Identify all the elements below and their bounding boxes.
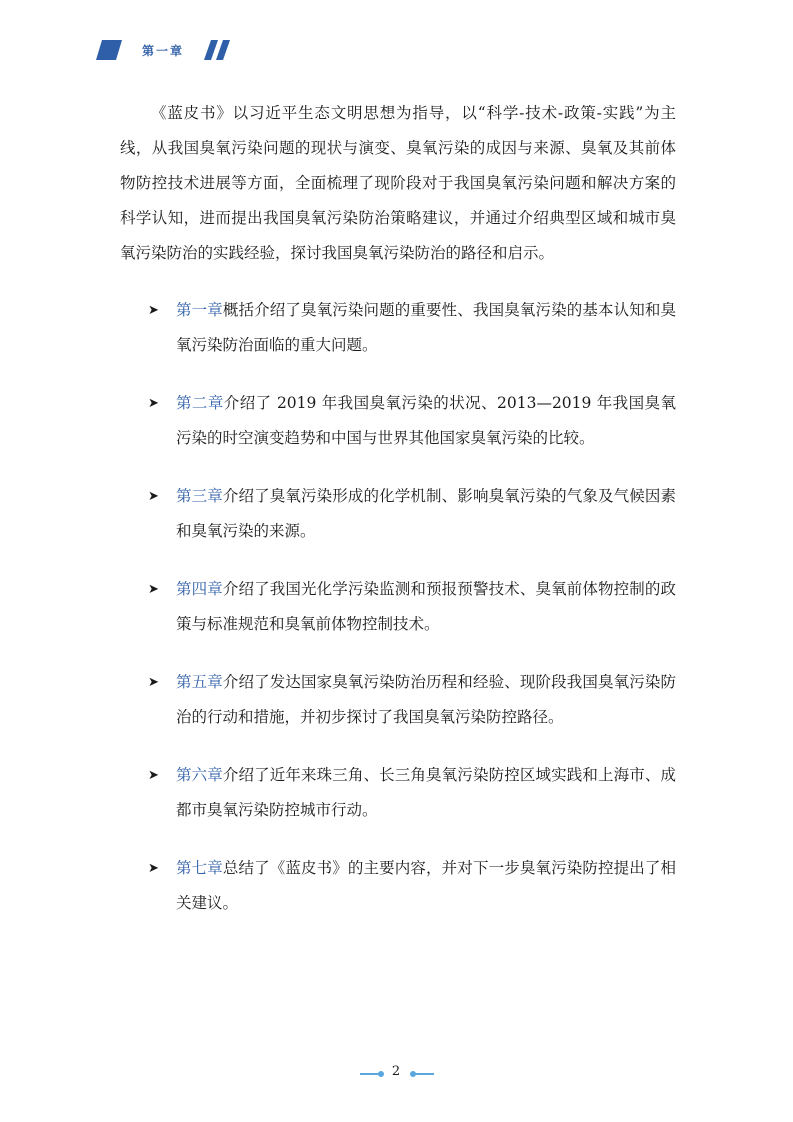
chapter-name: 第七章 [176,859,223,877]
chapter-description: 概括介绍了臭氧污染问题的重要性、我国臭氧污染的基本认知和臭氧污染防治面临的重大问题。 [176,301,676,354]
footer-left-line [360,1073,380,1075]
page-content [120,96,676,944]
intro-paragraph: 《蓝皮书》以习近平生态文明思想为指导，以“科学-技术-政策-实践”为主线，从我国臭氧污染问题的现状与演变、臭氧污染的成因与来源、臭氧及其前体物防控技术进展等方面，全面梳理了现阶段对于我国臭氧污染问题和解决方案的科学认知，进而提出我国臭氧污染防治策略建议，并通过介绍典型区域和城市臭氧污染防治的实践经验，探讨我国臭氧污染防治的路径和启示。 [120,104,676,262]
chapter-header-title: 第一章 [142,44,185,58]
list-item [120,851,676,921]
chapter-description: 介绍了臭氧污染形成的化学机制、影响臭氧污染的气象及气候因素和臭氧污染的来源。 [176,487,676,540]
chapter-description: 介绍了发达国家臭氧污染防治历程和经验、现阶段我国臭氧污染防治的行动和措施，并初步探讨了我国臭氧污染防控路径。 [176,673,676,726]
chapter-description: 介绍了近年来珠三角、长三角臭氧污染防控区域实践和上海市、成都市臭氧污染防控城市行动。 [176,766,676,819]
arrow-bullet-icon: ➤ [148,303,159,318]
arrow-bullet-icon: ➤ [148,675,159,690]
chapter-name: 第六章 [176,766,223,784]
chapter-name: 第四章 [176,580,223,598]
chapter-description: 总结了《蓝皮书》的主要内容，并对下一步臭氧污染防控提出了相关建议。 [176,859,676,912]
header-slashes-icon [204,40,234,60]
footer-right-line [414,1073,434,1075]
arrow-bullet-icon: ➤ [148,861,159,876]
list-item [120,665,676,735]
list-item [120,758,676,828]
chapter-name: 第三章 [176,487,223,505]
chapter-header [96,38,246,64]
footer-left-dot-icon [378,1071,384,1077]
arrow-bullet-icon: ➤ [148,489,159,504]
chapter-summary-list [120,293,676,921]
page-footer [0,1064,793,1084]
arrow-bullet-icon: ➤ [148,396,159,411]
chapter-name: 第二章 [176,394,224,412]
list-item [120,479,676,549]
list-item [120,293,676,363]
arrow-bullet-icon: ➤ [148,582,159,597]
chapter-name: 第一章 [176,301,223,319]
list-item [120,386,676,456]
chapter-description: 介绍了 2019 年我国臭氧污染的状况、2013—2019 年我国臭氧污染的时空演变趋势和中国与世界其他国家臭氧污染的比较。 [176,394,676,447]
list-item [120,572,676,642]
chapter-description: 介绍了我国光化学污染监测和预报预警技术、臭氧前体物控制的政策与标准规范和臭氧前体物控制技术。 [176,580,676,633]
chapter-name: 第五章 [176,673,223,691]
header-block-icon [96,40,122,60]
page-number: 2 [391,1064,401,1079]
arrow-bullet-icon: ➤ [148,768,159,783]
